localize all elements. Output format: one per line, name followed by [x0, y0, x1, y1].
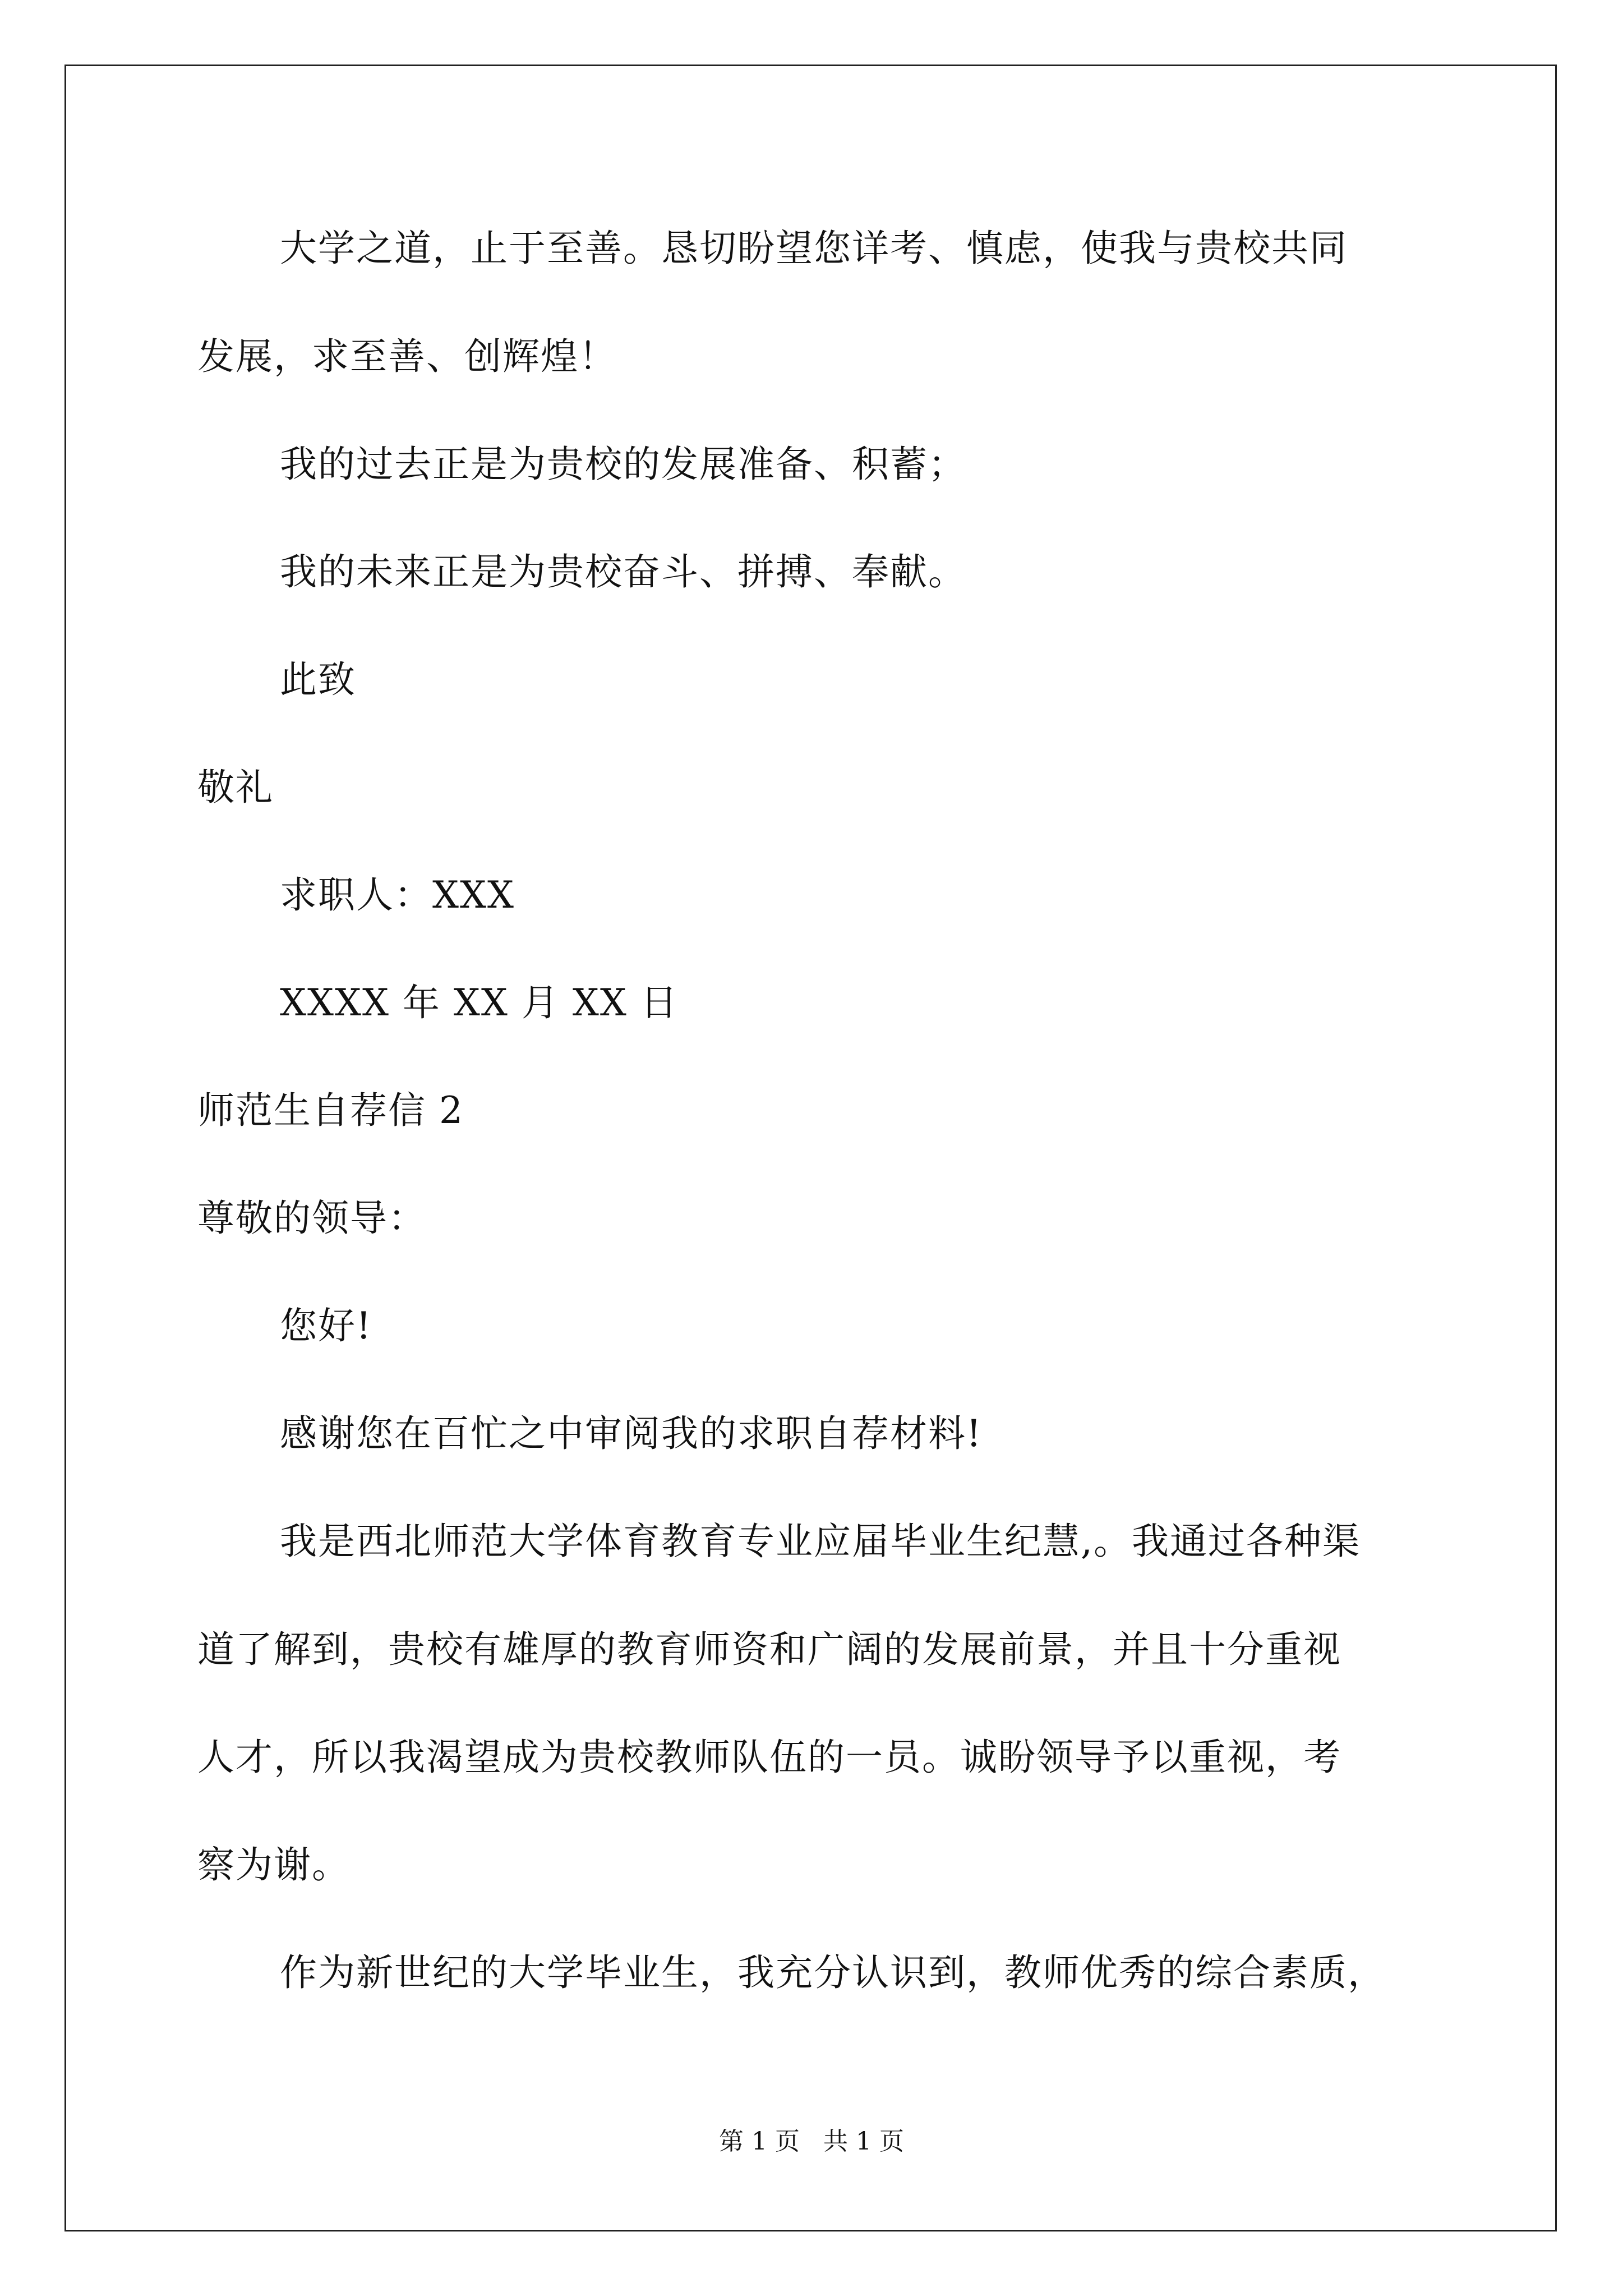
paragraph-line-intro-3: 人才，所以我渴望成为贵校教师队伍的一员。诚盼领导予以重视，考 [197, 1736, 1341, 1779]
paragraph-line-thanks: 感谢您在百忙之中审阅我的求职自荐材料! [280, 1412, 983, 1455]
paragraph-line-4: 我的未来正是为贵校奋斗、拼搏、奉献。 [280, 550, 966, 593]
greeting-addressee: 尊敬的领导： [197, 1197, 426, 1240]
greeting-hello: 您好! [280, 1304, 372, 1347]
closing-salutation: 此致 [280, 658, 356, 701]
signature-applicant: 求职人：XXX [280, 873, 515, 917]
paragraph-line-intro-2: 道了解到，贵校有雄厚的教育师资和广阔的发展前景，并且十分重视 [197, 1628, 1341, 1671]
paragraph-line-1: 大学之道，止于至善。恳切盼望您详考、慎虑，使我与贵校共同 [280, 227, 1348, 270]
section-heading: 师范生自荐信 2 [197, 1089, 464, 1132]
paragraph-line-final: 作为新世纪的大学毕业生，我充分认识到，教师优秀的综合素质， [280, 1951, 1386, 1994]
paragraph-line-2: 发展，求至善、创辉煌！ [197, 335, 617, 378]
page-border [64, 65, 1557, 2231]
paragraph-line-3: 我的过去正是为贵校的发展准备、积蓄； [280, 443, 966, 486]
closing-regards: 敬礼 [197, 766, 274, 809]
paragraph-line-intro-4: 察为谢。 [197, 1843, 350, 1887]
signature-date: XXXX 年 XX 月 XX 日 [280, 981, 679, 1024]
paragraph-line-intro-1: 我是西北师范大学体育教育专业应届毕业生纪慧,。我通过各种渠 [280, 1520, 1361, 1563]
page-footer: 第 1 页 共 1 页 [719, 2127, 904, 2156]
